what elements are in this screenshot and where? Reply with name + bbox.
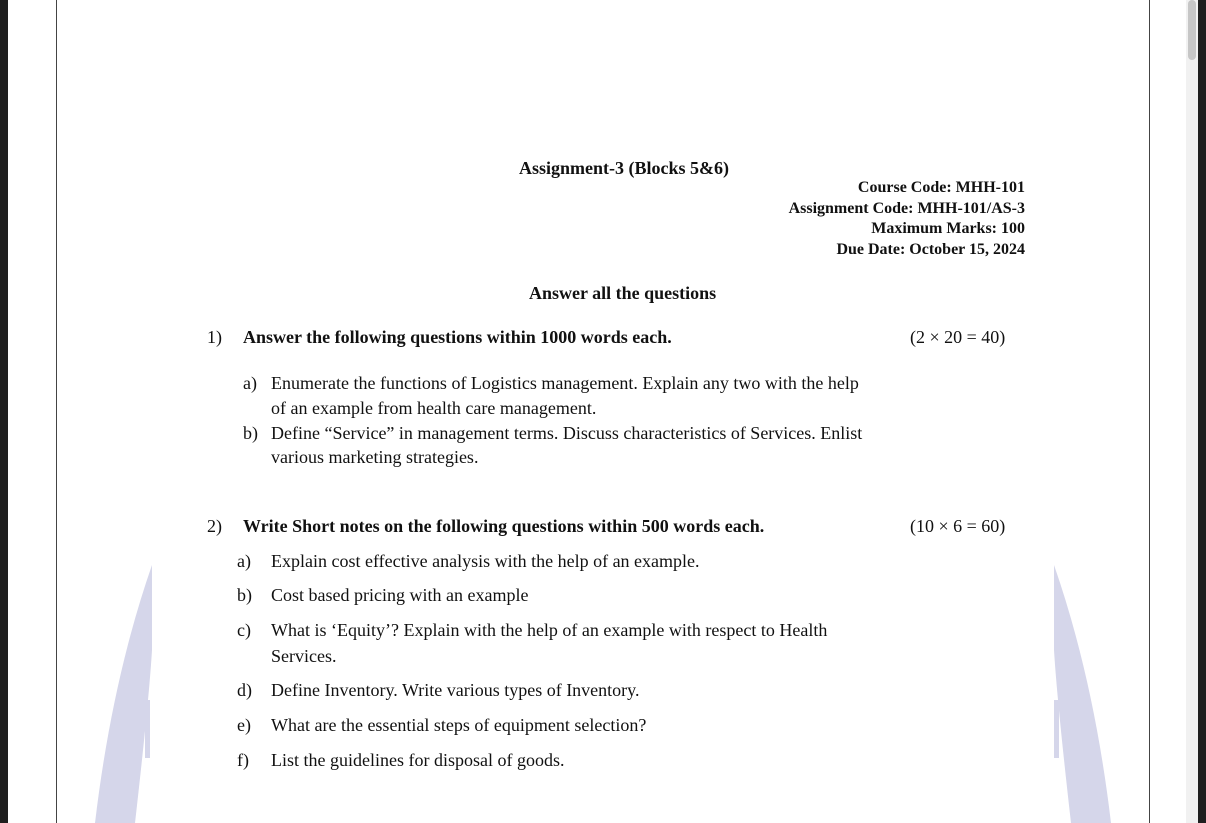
question-2-part-f-label: f) — [237, 750, 249, 770]
question-2-part-c-label: c) — [237, 620, 251, 640]
question-1-heading: Answer the following questions within 1000 words each. — [243, 327, 672, 347]
vertical-scrollbar[interactable] — [1186, 0, 1198, 823]
window-left-edge — [0, 0, 8, 823]
assignment-code: Assignment Code: MHH-101/AS-3 — [788, 199, 1025, 217]
due-date: Due Date: October 15, 2024 — [836, 240, 1025, 258]
watermark-arc-left — [95, 565, 152, 823]
question-1-part-a-label: a) — [243, 373, 257, 393]
watermark-bar-left — [145, 700, 150, 758]
question-1-part-b-label: b) — [243, 423, 258, 443]
question-2-part-d-text: Define Inventory. Write various types of Inventory. — [271, 680, 640, 700]
maximum-marks: Maximum Marks: 100 — [871, 220, 1025, 237]
question-1-part-a-line-1: Enumerate the functions of Logistics management. Explain any two with the help — [271, 373, 859, 393]
question-2-number: 2) — [207, 516, 222, 536]
question-2-part-c-line-2: Services. — [271, 646, 337, 666]
question-2-part-f-text: List the guidelines for disposal of goods. — [271, 750, 565, 770]
question-2-part-c-line-1: What is ‘Equity’? Explain with the help of an example with respect to Health — [271, 620, 828, 640]
question-2-part-e-label: e) — [237, 715, 251, 735]
watermark-arc-right — [1054, 565, 1111, 823]
question-2-part-b-text: Cost based pricing with an example — [271, 585, 529, 605]
question-2-heading: Write Short notes on the following questions within 500 words each. — [243, 516, 765, 536]
question-1-part-b-line-2: various marketing strategies. — [271, 447, 479, 467]
document-page — [56, 0, 1150, 823]
question-1-part-a-line-2: of an example from health care management. — [271, 398, 597, 418]
watermark-bar-right — [1054, 700, 1059, 758]
question-1-part-b-line-1: Define “Service” in management terms. Discuss characteristics of Services. Enlist — [271, 423, 863, 443]
window-right-edge — [1198, 0, 1206, 823]
question-2-part-e-text: What are the essential steps of equipment selection? — [271, 715, 647, 735]
question-1-number: 1) — [207, 327, 222, 347]
question-2-marks: (10 × 6 = 60) — [910, 516, 1006, 536]
question-2-part-d-label: d) — [237, 680, 252, 700]
question-1-marks: (2 × 20 = 40) — [910, 327, 1006, 347]
scrollbar-thumb[interactable] — [1188, 0, 1196, 60]
question-2-part-a-text: Explain cost effective analysis with the help of an example. — [271, 551, 700, 571]
assignment-title: Assignment-3 (Blocks 5&6) — [519, 158, 729, 178]
course-code: Course Code: MHH-101 — [857, 179, 1025, 196]
question-2-part-b-label: b) — [237, 585, 252, 605]
question-2-part-a-label: a) — [237, 551, 251, 571]
instruction-heading: Answer all the questions — [529, 283, 717, 303]
